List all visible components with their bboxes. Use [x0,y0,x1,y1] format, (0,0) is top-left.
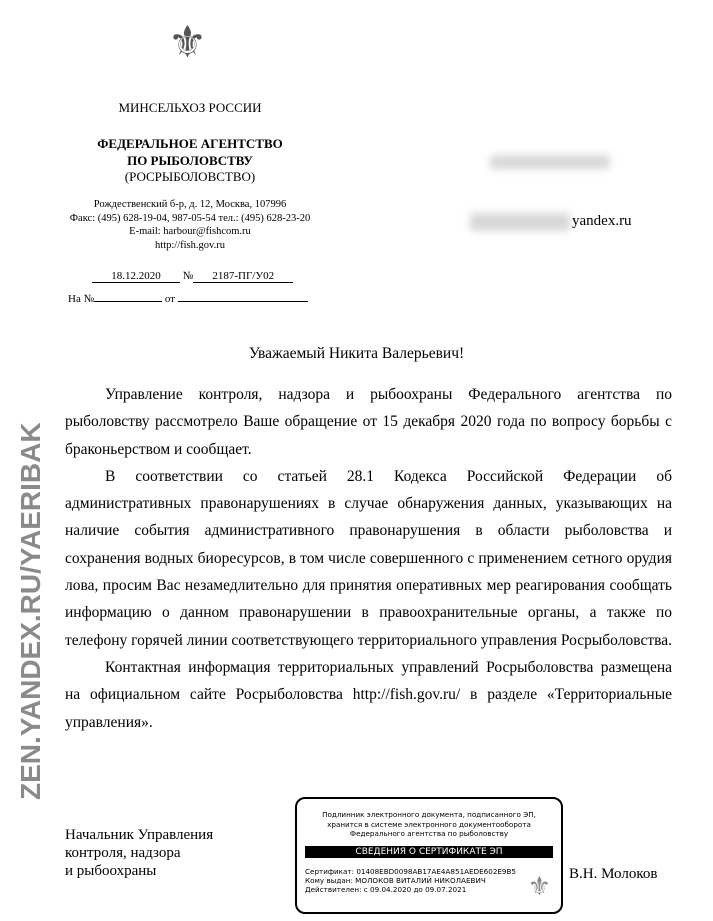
agency-name: ФЕДЕРАЛЬНОЕ АГЕНТСТВО ПО РЫБОЛОВСТВУ [97,136,283,168]
electronic-signature-stamp: Подлинник электронного документа, подписанного ЭП, хранится в системе электронного документооборота Федерального агентства по рыболовству СВЕДЕНИЯ О СЕРТИФИКАТЕ ЭП Сертификат: 01408EBD0098AB17AE4A851AEDE602E9B5 Кому выдан: МОЛОКОВ ВИТАЛИЙ НИКОЛАЕВИЧ Действителен: с 09.04.2020 до 09.07.2021 ⚜ [295,797,563,914]
agency-short-name: (РОСРЫБОЛОВСТВО) [124,169,256,184]
signatory-name: В.Н. Молоков [569,866,658,882]
certificate-title: СВЕДЕНИЯ О СЕРТИФИКАТЕ ЭП [305,846,553,858]
signatory-title: Начальник Управления контроля, надзора и рыбоохраны [65,827,214,879]
recipient-email-domain: yandex.ru [572,213,632,229]
paragraph: Контактная информация территориальных управлений Росрыболовства размещена на официальном сайте Росрыболовства http://fish.gov.ru/ в разделе «Территориальные управления». [65,658,672,731]
salutation: Уважаемый Никита Валерьевич! [248,345,465,362]
paragraph: В соответствии со статьей 28.1 Кодекса Российской Федерации об административных правонарушениях в случае обнаружения данных, указывающих на наличие события административного правонарушения в области рыболовства и сохранения водных биоресурсов, в том числе совершенного с применением сетного орудия лова, просим Вас незамедлительно для принятия оперативных мер реагирования сообщать информацию о данном правонарушении в правоохранительные органы, а также по телефону горячей линии соответствующего территориального управления Росрыболовства. [65,467,672,649]
watermark: ZEN.YANDEX.RU/YAERIBAK [15,422,46,800]
coat-of-arms-icon: ⚜ [527,872,551,902]
coat-of-arms-icon: ⚜ [167,18,208,67]
registration-line: 18.12.2020 № 2187-ПГ/У02 [92,270,293,283]
reference-line: На № от [68,293,308,305]
paragraph: Управление контроля, надзора и рыбоохраны Федерального агентства по рыболовству рассмотрело Ваше обращение от 15 декабря 2020 года по вопросу борьбы с браконьерством и сообщает. [65,386,672,458]
redacted-recipient-email [470,213,570,231]
letter-body [65,381,672,736]
ministry-name: МИНСЕЛЬХОЗ РОССИИ [118,100,262,115]
redacted-recipient-name [490,155,610,169]
contacts: Рождественский б-р, д. 12, Москва, 107996 Факс: (495) 628-19-04, 987-05-54 тел.: (495) 628-23-20 E-mail: harbour@fishcom.ru http://fish.gov.ru [69,199,311,251]
